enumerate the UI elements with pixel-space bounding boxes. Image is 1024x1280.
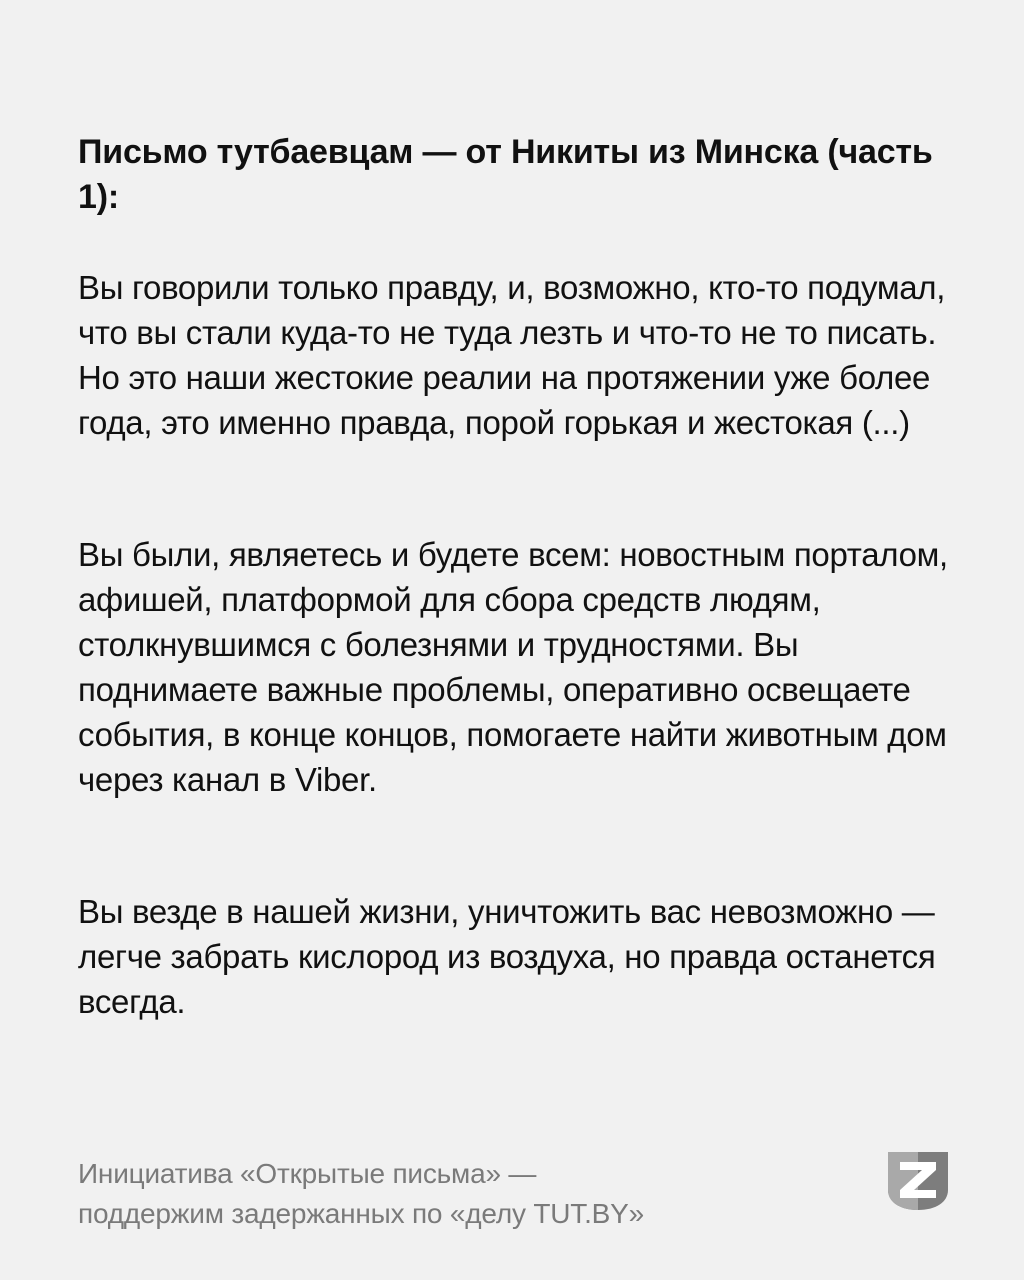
letter-paragraph-2: Вы были, являетесь и будете всем: новостным порталом, афишей, платформой для сбора средств людям, столкнувшимся с болезнями и трудностями. Вы поднимаете важные проблемы, оперативно освещаете события, в конце концов, помогаете найти животным дом через канал в Viber. (78, 536, 948, 798)
letter-paragraph-1: Вы говорили только правду, и, возможно, кто-то подумал, что вы стали куда-то не туда лезть и что-то не то писать. Но это наши жестокие реалии на протяжении уже более года, это именно правда, порой горькая и жестокая (...) (78, 269, 946, 441)
initiative-caption-line-1: Инициатива «Открытые письма» — (78, 1158, 537, 1189)
letter-paragraph-3: Вы везде в нашей жизни, уничтожить вас невозможно — легче забрать кислород из воздуха, но правда останется всегда. (78, 893, 936, 1020)
z-shield-logo-icon (886, 1150, 950, 1212)
initiative-caption-line-2: поддержим задержанных по «делу TUT.BY» (78, 1198, 644, 1229)
letter-title: Письмо тутбаевцам — от Никиты из Минска (часть 1): (78, 133, 933, 216)
initiative-caption (78, 1154, 838, 1234)
